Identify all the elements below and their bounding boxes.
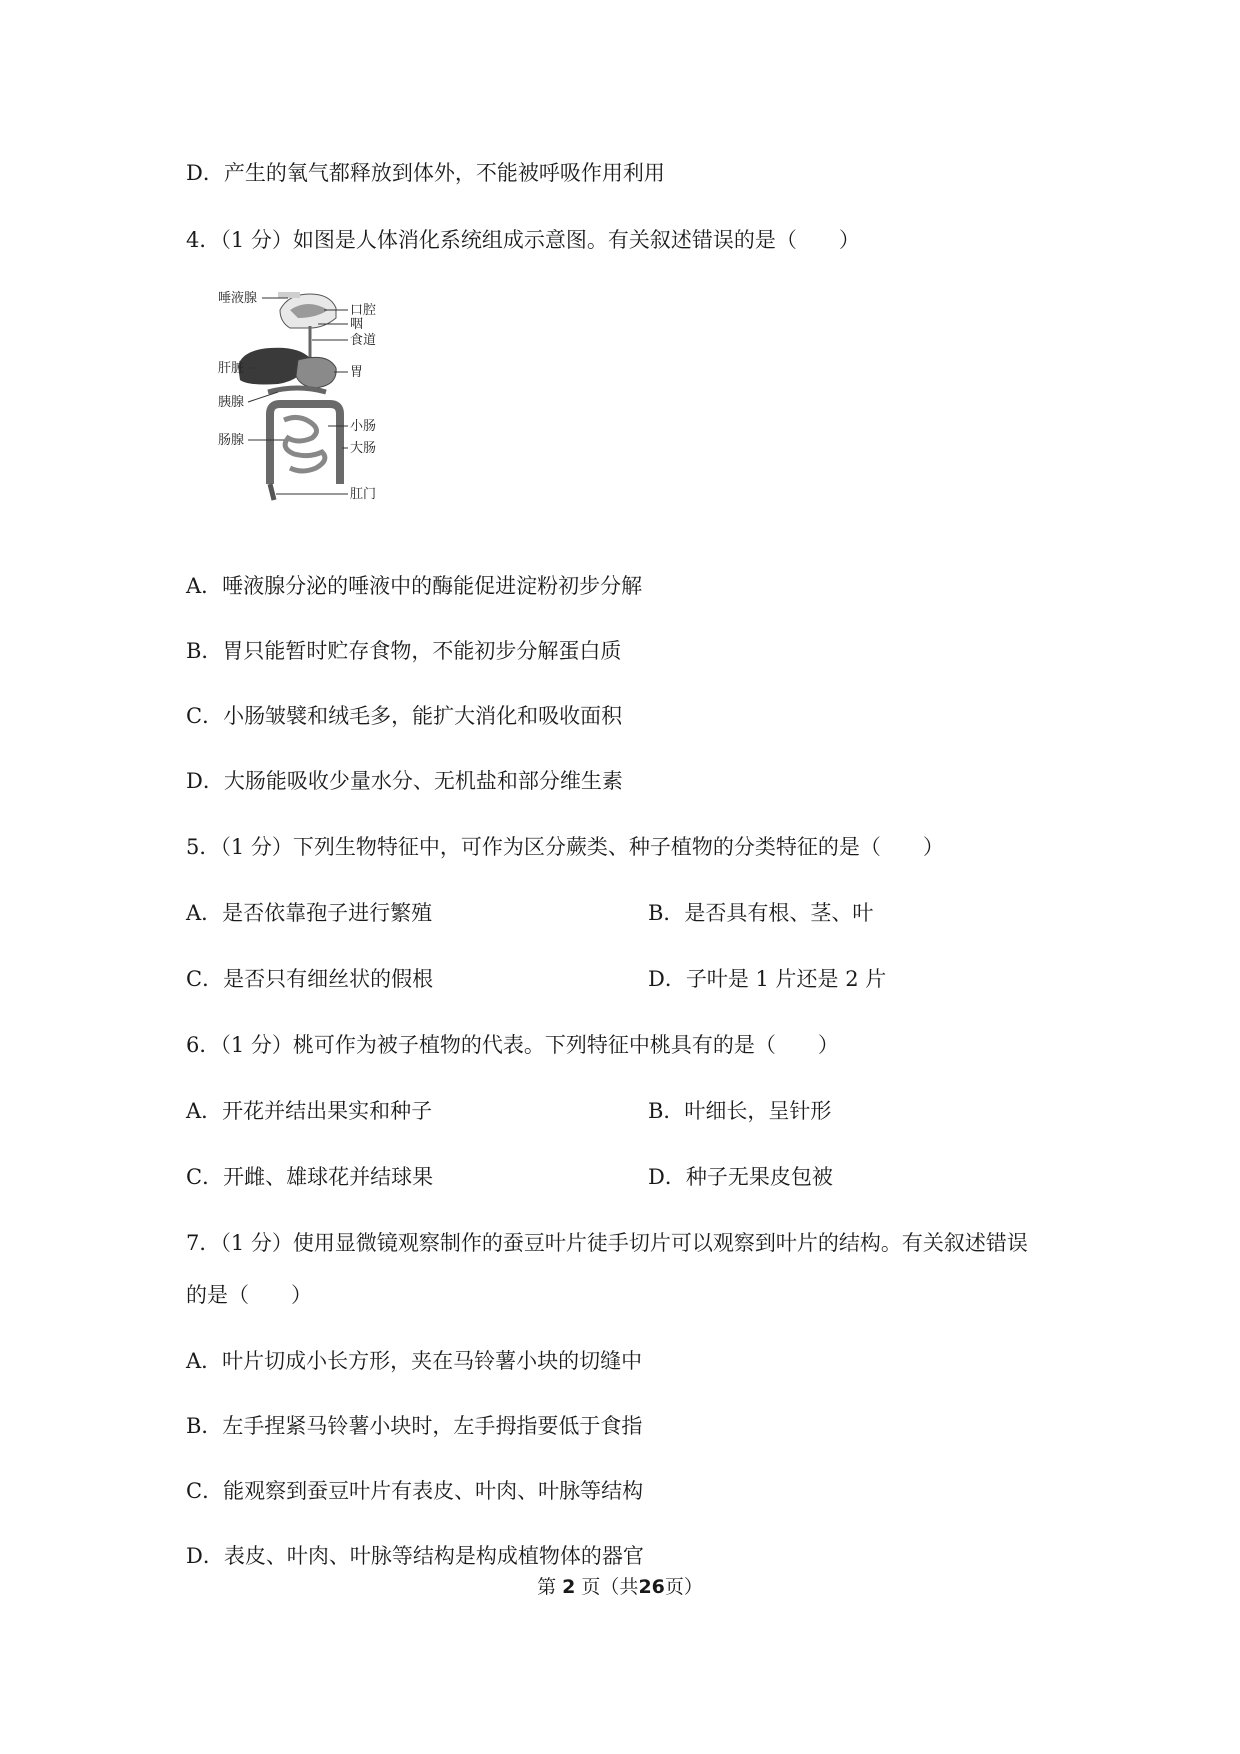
q7-stem-line1: 7．（1 分）使用显微镜观察制作的蚕豆叶片徒手切片可以观察到叶片的结构。有关叙述错误 [186,1231,1028,1255]
footer-total-pages: 26 [638,1576,665,1598]
footer-middle: 页（共 [581,1576,639,1598]
q4-option-c: C．小肠皱襞和绒毛多，能扩大消化和吸收面积 [186,704,623,728]
q3-option-d: D．产生的氧气都释放到体外，不能被呼吸作用利用 [186,161,665,185]
digestive-system-diagram [218,288,414,510]
label-pancreas: 胰腺 [218,395,245,410]
q7-option-a: A．叶片切成小长方形，夹在马铃薯小块的切缝中 [186,1349,643,1373]
q4-option-d: D．大肠能吸收少量水分、无机盐和部分维生素 [186,769,623,793]
label-salivary-gland: 唾液腺 [218,291,258,306]
label-anus: 肛门 [350,487,377,502]
label-liver: 肝脏 [218,361,245,376]
q6-option-a: A．开花并结出果实和种子 [186,1099,433,1123]
label-large-intestine: 大肠 [350,441,377,456]
q6-option-d: D．种子无果皮包被 [648,1165,833,1189]
q7-option-c: C．能观察到蚕豆叶片有表皮、叶肉、叶脉等结构 [186,1479,644,1503]
q7-option-d: D．表皮、叶肉、叶脉等结构是构成植物体的器官 [186,1544,644,1568]
q5-option-d: D．子叶是 1 片还是 2 片 [648,967,887,991]
q4-option-a: A．唾液腺分泌的唾液中的酶能促进淀粉初步分解 [186,574,643,598]
label-esophagus: 食道 [350,333,377,348]
footer-page-number: 2 [562,1576,576,1598]
q7-option-b: B．左手捏紧马铃薯小块时，左手拇指要低于食指 [186,1414,643,1438]
footer-prefix: 第 [537,1576,557,1598]
footer-suffix: 页） [664,1576,703,1598]
page-footer [0,1574,1240,1600]
label-stomach: 胃 [350,365,364,380]
q5-option-a: A．是否依靠孢子进行繁殖 [186,901,433,925]
q6-option-b: B．叶细长，呈针形 [648,1099,832,1123]
label-intestinal-gland: 肠腺 [218,433,245,448]
q7-stem-line2: 的是（ ） [186,1283,312,1307]
q5-option-c: C．是否只有细丝状的假根 [186,967,434,991]
q4-stem: 4．（1 分）如图是人体消化系统组成示意图。有关叙述错误的是（ ） [186,228,860,252]
q4-option-b: B．胃只能暂时贮存食物，不能初步分解蛋白质 [186,639,622,663]
q5-option-b: B．是否具有根、茎、叶 [648,901,874,925]
q6-stem: 6．（1 分）桃可作为被子植物的代表。下列特征中桃具有的是（ ） [186,1033,839,1057]
label-small-intestine: 小肠 [350,419,377,434]
q6-option-c: C．开雌、雄球花并结球果 [186,1165,434,1189]
label-mouth: 口腔 [350,303,377,318]
label-pharynx: 咽 [350,317,364,332]
q5-stem: 5．（1 分）下列生物特征中，可作为区分蕨类、种子植物的分类特征的是（ ） [186,835,944,859]
